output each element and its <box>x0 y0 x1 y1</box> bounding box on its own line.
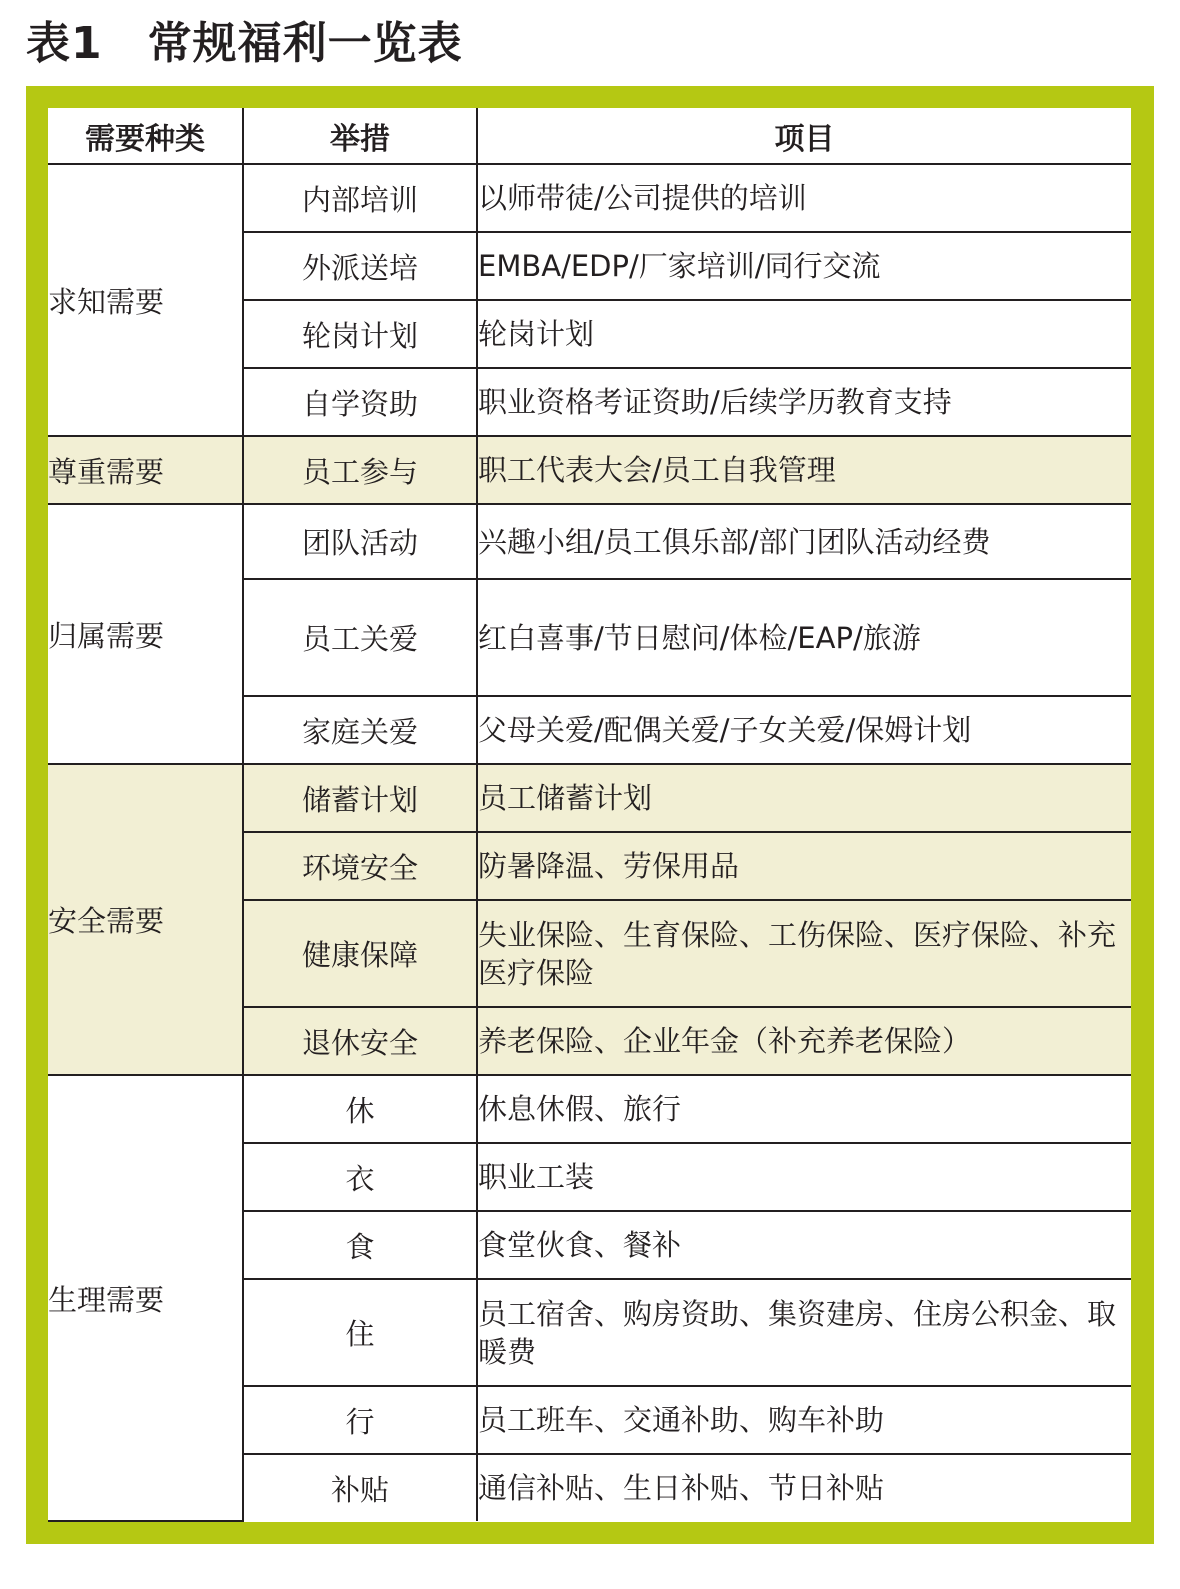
measure-cell: 休 <box>243 1075 477 1143</box>
measure-cell: 住 <box>243 1279 477 1386</box>
measure-cell: 员工参与 <box>243 436 477 504</box>
measure-cell: 外派送培 <box>243 232 477 300</box>
item-cell: 轮岗计划 <box>477 300 1131 368</box>
header-category: 需要种类 <box>48 108 243 164</box>
header-row <box>48 108 1131 164</box>
table-row <box>48 504 1131 579</box>
item-cell: 兴趣小组/员工俱乐部/部门团队活动经费 <box>477 504 1131 579</box>
measure-cell: 行 <box>243 1386 477 1454</box>
measure-cell: 家庭关爱 <box>243 696 477 764</box>
category-physiological: 生理需要 <box>48 1075 243 1521</box>
measure-cell: 退休安全 <box>243 1007 477 1075</box>
welfare-table <box>48 108 1131 1522</box>
item-cell: 职业工装 <box>477 1143 1131 1211</box>
measure-cell: 储蓄计划 <box>243 764 477 832</box>
measure-cell: 健康保障 <box>243 900 477 1007</box>
table-title: 表1 常规福利一览表 <box>26 18 463 69</box>
item-cell: 以师带徒/公司提供的培训 <box>477 164 1131 232</box>
header-measure: 举措 <box>243 108 477 164</box>
item-cell: 职工代表大会/员工自我管理 <box>477 436 1131 504</box>
item-cell: 防暑降温、劳保用品 <box>477 832 1131 900</box>
item-cell: 员工储蓄计划 <box>477 764 1131 832</box>
category-belonging: 归属需要 <box>48 504 243 764</box>
category-respect: 尊重需要 <box>48 436 243 504</box>
item-cell: 养老保险、企业年金（补充养老保险） <box>477 1007 1131 1075</box>
measure-cell: 衣 <box>243 1143 477 1211</box>
measure-cell: 自学资助 <box>243 368 477 436</box>
table-row <box>48 436 1131 504</box>
item-cell: 食堂伙食、餐补 <box>477 1211 1131 1279</box>
table-row <box>48 1075 1131 1143</box>
item-cell: 失业保险、生育保险、工伤保险、医疗保险、补充医疗保险 <box>477 900 1131 1007</box>
measure-cell: 轮岗计划 <box>243 300 477 368</box>
item-cell: 红白喜事/节日慰问/体检/EAP/旅游 <box>477 579 1131 696</box>
category-knowledge: 求知需要 <box>48 164 243 436</box>
item-cell: 父母关爱/配偶关爱/子女关爱/保姆计划 <box>477 696 1131 764</box>
item-cell: 员工班车、交通补助、购车补助 <box>477 1386 1131 1454</box>
measure-cell: 补贴 <box>243 1454 477 1521</box>
item-cell: EMBA/EDP/厂家培训/同行交流 <box>477 232 1131 300</box>
item-cell: 员工宿舍、购房资助、集资建房、住房公积金、取暖费 <box>477 1279 1131 1386</box>
measure-cell: 员工关爱 <box>243 579 477 696</box>
measure-cell: 环境安全 <box>243 832 477 900</box>
table-row <box>48 164 1131 232</box>
category-safety: 安全需要 <box>48 764 243 1075</box>
item-cell: 职业资格考证资助/后续学历教育支持 <box>477 368 1131 436</box>
header-item: 项目 <box>477 108 1131 164</box>
measure-cell: 内部培训 <box>243 164 477 232</box>
measure-cell: 食 <box>243 1211 477 1279</box>
item-cell: 休息休假、旅行 <box>477 1075 1131 1143</box>
item-cell: 通信补贴、生日补贴、节日补贴 <box>477 1454 1131 1521</box>
table-row <box>48 764 1131 832</box>
measure-cell: 团队活动 <box>243 504 477 579</box>
